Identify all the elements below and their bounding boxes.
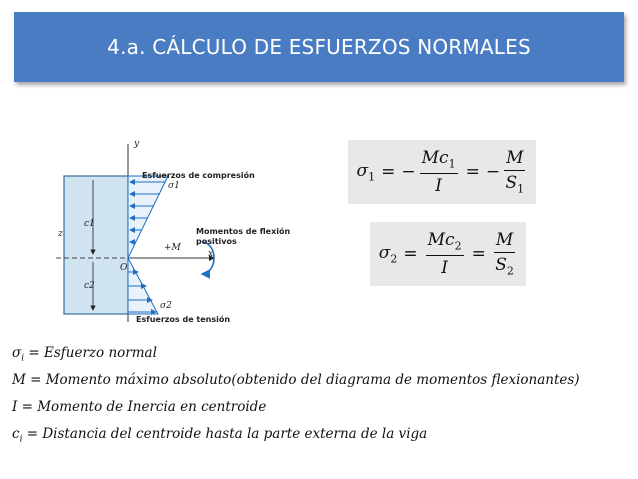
label-x: x — [208, 249, 214, 259]
eq1-equals-1: = — [381, 161, 396, 182]
eq2-fraction-2: $\frac{M}{S_2}$ — [495, 230, 514, 278]
eq2-equals-1: = — [403, 243, 418, 264]
definition-moment: M = Momento máximo absoluto(obtenido del diagrama de momentos flexionantes) — [12, 372, 580, 388]
label-y: y — [134, 139, 140, 149]
definition-sigma: $\sigma_i$ = Esfuerzo normal — [12, 345, 157, 364]
definition-distance: $c_i$ = Distancia del centroide hasta la parte externa de la viga — [12, 426, 428, 445]
eq1-lhs: $\sigma_1$ — [356, 160, 376, 184]
label-momentos-1: Momentos de flexión — [196, 227, 291, 236]
label-sigma2: σ2 — [160, 301, 172, 311]
eq1-fraction-1: $\frac{Mc_1}{I}$ — [421, 148, 456, 196]
title-bar — [14, 12, 624, 82]
label-plus-m: +M — [164, 243, 181, 253]
compression-stress-area — [128, 176, 168, 258]
label-momentos-2: positivos — [196, 237, 237, 246]
label-sigma1: σ1 — [168, 181, 180, 191]
beam-section — [64, 176, 128, 314]
eq2-lhs: $\sigma_2$ — [378, 242, 398, 266]
eq1-equals-2: = — [465, 161, 480, 182]
eq2-fraction-1: $\frac{Mc_2}{I}$ — [427, 230, 462, 278]
beam-stress-diagram — [56, 130, 316, 326]
label-c2: c2 — [84, 281, 95, 291]
definitions-list — [12, 343, 632, 451]
label-tension: Esfuerzos de tensión — [136, 315, 231, 324]
label-compresion: Esfuerzos de compresión — [142, 171, 255, 180]
label-c1: c1 — [84, 219, 95, 229]
definition-inertia: I = Momento de Inercia en centroide — [12, 399, 267, 415]
eq1-minus-1: − — [401, 161, 416, 182]
label-z: z — [58, 229, 63, 239]
eq1-minus-2: − — [485, 161, 501, 182]
eq2-equals-2: = — [471, 243, 486, 264]
slide-title: 4.a. CÁLCULO DE ESFUERZOS NORMALES — [107, 35, 531, 59]
equation-sigma1 — [348, 140, 536, 204]
eq1-fraction-2: $\frac{M}{S_1}$ — [505, 148, 525, 196]
label-o: O — [120, 263, 128, 273]
equation-sigma2 — [370, 222, 526, 286]
